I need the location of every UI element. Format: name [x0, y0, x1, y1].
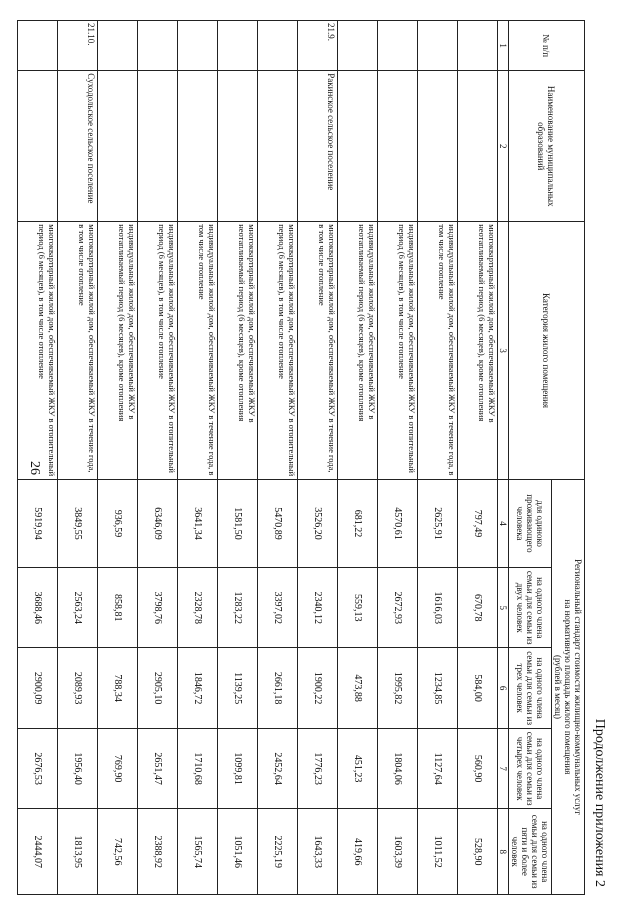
table-row	[98, 21, 138, 895]
value-cell: 681,22	[338, 479, 378, 567]
value-cell: 797,49	[458, 479, 498, 567]
table-row	[58, 21, 98, 895]
value-cell: 1099,81	[218, 728, 258, 808]
value-cell: 1995,82	[378, 648, 418, 728]
municipality-cell	[378, 71, 418, 222]
value-cell: 2452,64	[258, 728, 298, 808]
value-cell: 528,90	[458, 809, 498, 895]
value-cell: 670,78	[458, 567, 498, 647]
municipality-cell	[218, 71, 258, 222]
value-cell: 1234,85	[418, 648, 458, 728]
value-cell: 1616,03	[418, 567, 458, 647]
index-cell: 4	[498, 479, 509, 567]
column-index-row	[498, 21, 509, 895]
header-category: Категория жилого помещения	[509, 222, 585, 480]
municipality-cell	[338, 71, 378, 222]
value-cell: 3798,76	[138, 567, 178, 647]
row-number-cell	[418, 21, 458, 71]
value-cell: 451,23	[338, 728, 378, 808]
category-cell: индивидуальный жилой дом, обеспечиваемый ЖКУ в неотапливаемый период (6 месяцев), кроме отопления	[98, 222, 138, 480]
index-cell: 2	[498, 71, 509, 222]
index-cell: 7	[498, 728, 509, 808]
table-body	[18, 21, 509, 895]
header-standard-line1: Региональный стандарт стоимости жилищно-коммунальных услуг	[573, 559, 583, 815]
category-cell: многоквартирный жилой дом, обеспечиваемый ЖКУ в отопительный период (6 месяцев), в том числе отопление	[258, 222, 298, 480]
index-cell: 8	[498, 809, 509, 895]
value-cell: 1283,22	[218, 567, 258, 647]
table-row	[298, 21, 338, 895]
value-cell: 3688,46	[18, 567, 58, 647]
value-cell: 4570,61	[378, 479, 418, 567]
municipality-cell	[418, 71, 458, 222]
value-cell: 1846,72	[178, 648, 218, 728]
value-cell: 1710,68	[178, 728, 218, 808]
value-cell: 584,00	[458, 648, 498, 728]
municipality-cell	[178, 71, 218, 222]
header-municipality: Наименование муниципальных образований	[509, 71, 585, 222]
index-cell: 1	[498, 21, 509, 71]
value-cell: 2328,78	[178, 567, 218, 647]
category-cell: индивидуальный жилой дом, обеспечиваемый ЖКУ в течение года, в том числе отопление	[178, 222, 218, 480]
value-cell: 6346,09	[138, 479, 178, 567]
value-cell: 788,34	[98, 648, 138, 728]
municipality-cell	[18, 71, 58, 222]
header-col8: на одного члена семьи для семьи из пяти и более человек	[509, 809, 552, 895]
value-cell: 1900,22	[298, 648, 338, 728]
value-cell: 419,66	[338, 809, 378, 895]
cost-standard-table	[17, 20, 585, 895]
table-row	[218, 21, 258, 895]
header-col7: на одного члена семьи для семьи из четырех человек	[509, 728, 552, 808]
value-cell: 3526,20	[298, 479, 338, 567]
row-number-cell: 21.10.	[58, 21, 98, 71]
table-row	[458, 21, 498, 895]
category-cell: многоквартирный жилой дом, обеспечиваемый ЖКУ в неотапливаемый период (6 месяцев), кроме отопления	[458, 222, 498, 480]
value-cell: 2340,12	[298, 567, 338, 647]
value-cell: 2225,19	[258, 809, 298, 895]
value-cell: 1603,39	[378, 809, 418, 895]
municipality-cell	[98, 71, 138, 222]
category-cell: индивидуальный жилой дом, обеспечиваемый ЖКУ в отопительный период (6 месяцев), в том числе отопление	[378, 222, 418, 480]
municipality-cell	[258, 71, 298, 222]
value-cell: 1804,06	[378, 728, 418, 808]
row-number-cell	[378, 21, 418, 71]
row-number-cell	[138, 21, 178, 71]
value-cell: 560,90	[458, 728, 498, 808]
rotated-page-content	[32, 20, 609, 895]
value-cell: 1776,23	[298, 728, 338, 808]
category-cell: многоквартирный жилой дом, обеспечиваемый ЖКУ в неотапливаемый период (6 месяцев), кроме отопления	[218, 222, 258, 480]
municipality-cell	[138, 71, 178, 222]
category-cell: индивидуальный жилой дом, обеспечиваемый ЖКУ в течение года, в том числе отопление	[418, 222, 458, 480]
value-cell: 3641,34	[178, 479, 218, 567]
municipality-cell	[458, 71, 498, 222]
category-cell: многоквартирный жилой дом, обеспечиваемый ЖКУ в отопительный период (6 месяцев), в том числе отопление	[18, 222, 58, 480]
value-cell: 2563,24	[58, 567, 98, 647]
value-cell: 2672,93	[378, 567, 418, 647]
value-cell: 1011,52	[418, 809, 458, 895]
value-cell: 1581,50	[218, 479, 258, 567]
appendix-title: Продолжение приложения 2	[592, 718, 607, 887]
header-row-1	[552, 21, 585, 895]
municipality-cell: Суходольское сельское поселение	[58, 71, 98, 222]
table-row	[418, 21, 458, 895]
table-row	[378, 21, 418, 895]
value-cell: 2089,93	[58, 648, 98, 728]
category-cell: многоквартирный жилой дом, обеспечиваемый ЖКУ в течение года, в том числе отопление	[298, 222, 338, 480]
value-cell: 742,56	[98, 809, 138, 895]
header-col4: для одиноко проживающего человека	[509, 479, 552, 567]
header-col6: на одного члена семьи для семьи из трех человек	[509, 648, 552, 728]
page-number: 26	[27, 461, 42, 475]
header-standard-line3: (рублей в месяц)	[553, 654, 563, 719]
row-number-cell	[178, 21, 218, 71]
value-cell: 2444,07	[18, 809, 58, 895]
value-cell: 2661,18	[258, 648, 298, 728]
header-col5: на одного члена семьи для семьи из двух человек	[509, 567, 552, 647]
table-row	[18, 21, 58, 895]
row-number-cell	[338, 21, 378, 71]
row-number-cell	[218, 21, 258, 71]
index-cell: 6	[498, 648, 509, 728]
value-cell: 1565,74	[178, 809, 218, 895]
row-number-cell	[18, 21, 58, 71]
value-cell: 473,88	[338, 648, 378, 728]
value-cell: 1643,33	[298, 809, 338, 895]
value-cell: 1051,46	[218, 809, 258, 895]
row-number-cell	[258, 21, 298, 71]
value-cell: 1813,95	[58, 809, 98, 895]
value-cell: 858,81	[98, 567, 138, 647]
value-cell: 1139,25	[218, 648, 258, 728]
value-cell: 2905,10	[138, 648, 178, 728]
value-cell: 5470,89	[258, 479, 298, 567]
row-number-cell: 21.9.	[298, 21, 338, 71]
value-cell: 3397,02	[258, 567, 298, 647]
header-standard-line2: на нормативную площадь жилого помещения	[563, 599, 573, 775]
value-cell: 2625,91	[418, 479, 458, 567]
value-cell: 3849,55	[58, 479, 98, 567]
table-row	[338, 21, 378, 895]
row-number-cell	[98, 21, 138, 71]
table-row	[178, 21, 218, 895]
header-num: № п/п	[509, 21, 585, 71]
value-cell: 559,13	[338, 567, 378, 647]
value-cell: 1956,40	[58, 728, 98, 808]
table-row	[258, 21, 298, 895]
row-number-cell	[458, 21, 498, 71]
value-cell: 2651,47	[138, 728, 178, 808]
index-cell: 5	[498, 567, 509, 647]
value-cell: 1127,64	[418, 728, 458, 808]
category-cell: индивидуальный жилой дом, обеспечиваемый ЖКУ в отопительный период (6 месяцев), в том числе отопление	[138, 222, 178, 480]
value-cell: 769,90	[98, 728, 138, 808]
value-cell: 2900,09	[18, 648, 58, 728]
value-cell: 5919,94	[18, 479, 58, 567]
municipality-cell: Ракинское сельское поселение	[298, 71, 338, 222]
value-cell: 2676,53	[18, 728, 58, 808]
category-cell: многоквартирный жилой дом, обеспечиваемый ЖКУ в течение года, в том числе отопление	[58, 222, 98, 480]
value-cell: 2388,92	[138, 809, 178, 895]
category-cell: индивидуальный жилой дом, обеспечиваемый ЖКУ в неотапливаемый период (6 месяцев), кроме отопления	[338, 222, 378, 480]
value-cell: 936,59	[98, 479, 138, 567]
header-standard	[552, 479, 585, 894]
index-cell: 3	[498, 222, 509, 480]
table-row	[138, 21, 178, 895]
